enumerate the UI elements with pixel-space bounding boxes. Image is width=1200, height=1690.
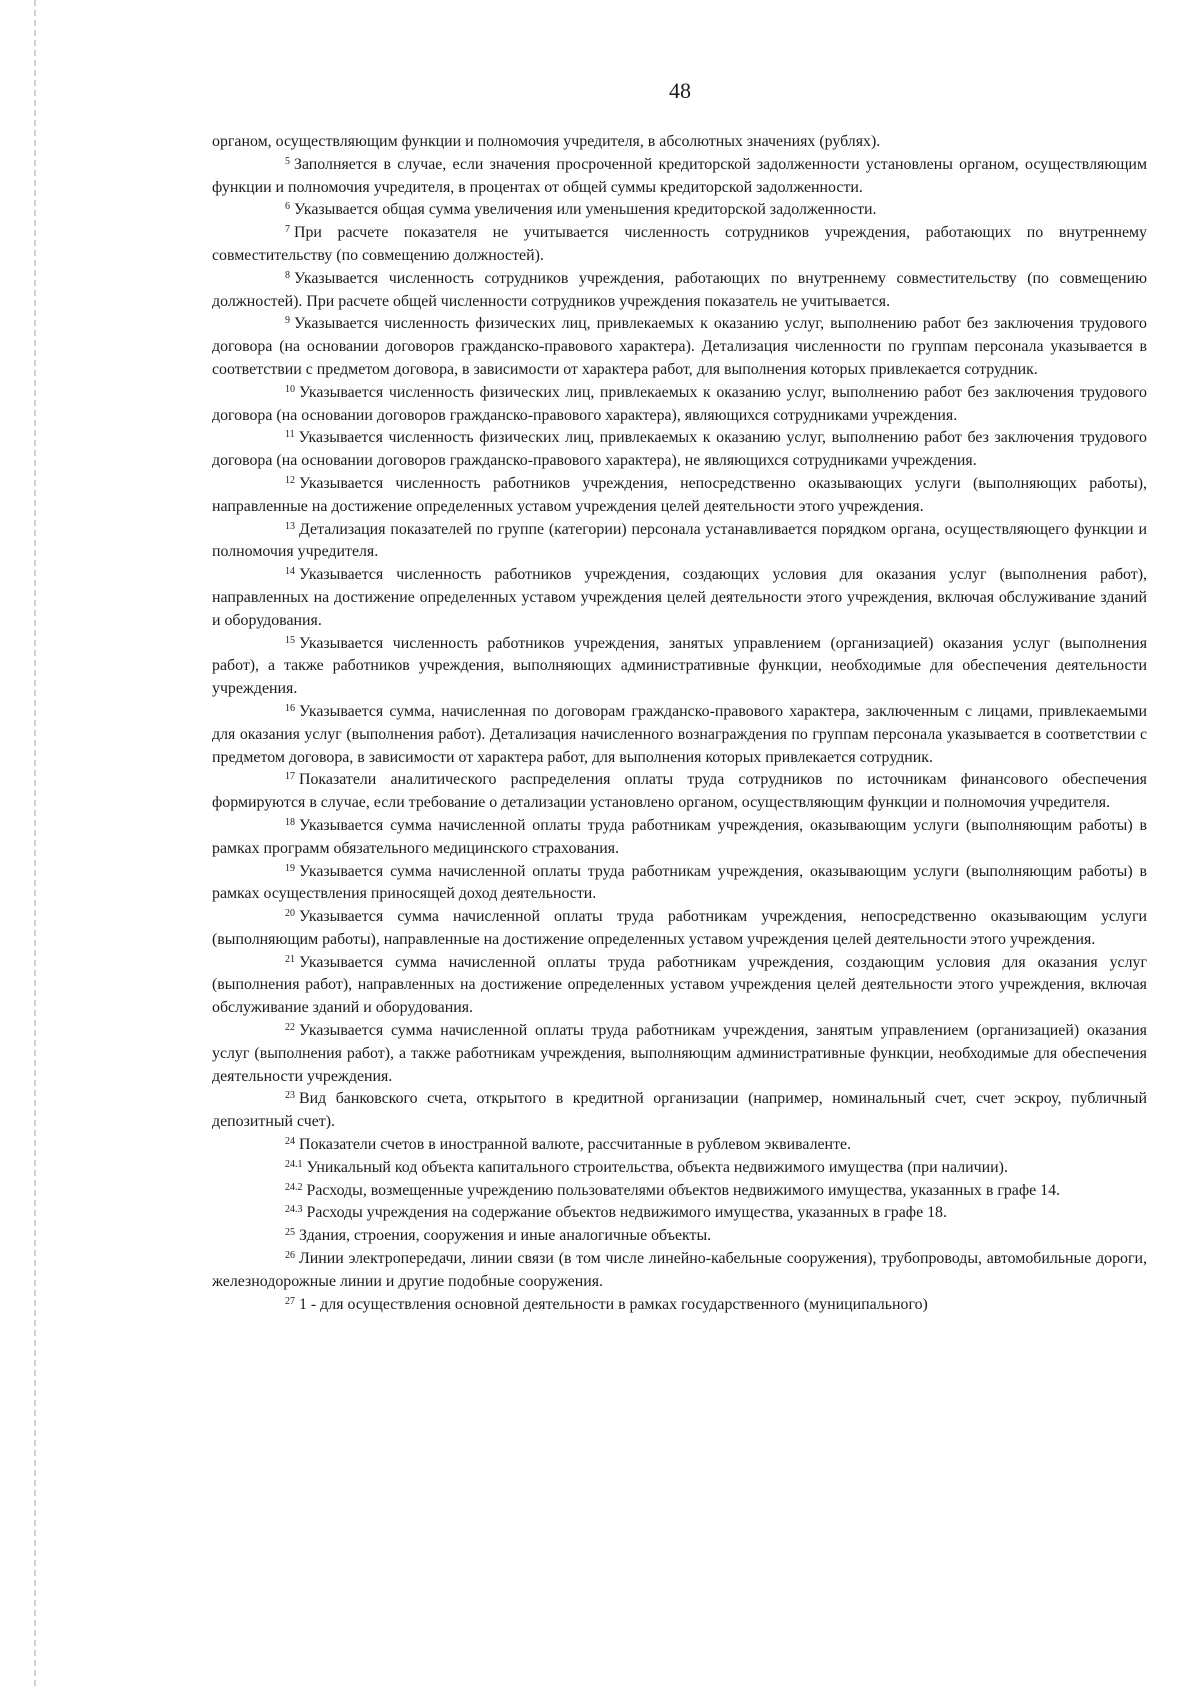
footnote-text: Указывается сумма начисленной оплаты труда работникам учреждения, занятым управлением (организацией) оказания услуг (выполнения работ), а также работникам учреждения, выполняющим административные функции, необходимые для обеспечения деятельности учреждения. [212,1022,1147,1085]
footnote-text: Расходы учреждения на содержание объектов недвижимого имущества, указанных в графе 18. [306,1204,947,1222]
footnote-21 [212,952,1147,1020]
footnote-marker: 24.3 [285,1204,303,1216]
footnote-12 [212,473,1147,519]
footnote-text: Указывается сумма начисленной оплаты труда работникам учреждения, оказывающим услуги (выполняющим работы) в рамках осуществления приносящей доход деятельности. [212,862,1147,903]
footnote-marker: 13 [285,520,295,532]
footnote-marker: 9 [285,315,290,327]
footnote-text: Указывается общая сумма увеличения или уменьшения кредиторской задолженности. [294,201,877,219]
footnote-marker: 5 [285,155,290,167]
footnote-6 [212,199,1147,222]
footnote-marker: 21 [285,953,295,965]
footnote-marker: 18 [285,816,295,828]
footnote-7 [212,222,1147,268]
footnote-18 [212,815,1147,861]
footnote-text: Расходы, возмещенные учреждению пользователями объектов недвижимого имущества, указанных в графе 14. [306,1181,1061,1199]
footnote-marker: 23 [285,1090,295,1102]
footnote-14 [212,564,1147,632]
footnote-23 [212,1088,1147,1134]
footnote-text: Линии электропередачи, линии связи (в том числе линейно-кабельные сооружения), трубопроводы, автомобильные дороги, железнодорожные линии и другие подобные сооружения. [212,1250,1147,1290]
footnote-text: Указывается численность физических лиц, привлекаемых к оказанию услуг, выполнению работ без заключения трудового договора (на основании договоров гражданско-правового характера), не являющихся сотрудниками учреждения. [212,429,1147,470]
footnote-text: Указывается численность физических лиц, привлекаемых к оказанию услуг, выполнению работ без заключения трудового договора (на основании договоров гражданско-правового характера), являющихся сотрудниками учреждения. [212,383,1147,424]
footnote-marker: 20 [285,908,295,920]
footnote-17 [212,769,1147,815]
footnote-marker: 11 [285,429,295,441]
footnote-text: Указывается численность работников учреждения, создающих условия для оказания услуг (выполнения работ), направленных на достижение определенных уставом учреждения целей деятельности этого учреждения, включая обслуживание зданий и оборудования. [212,566,1147,629]
footnote-11 [212,427,1147,473]
footnote-marker: 16 [285,702,295,714]
footnote-text: Указывается численность физических лиц, привлекаемых к оказанию услуг, выполнению работ без заключения трудового договора (на основании договоров гражданско-правового характера). Детализация численности по группам персонала указывается в соответствии с предметом договора, в зависимости от характера работ, для выполнения которых привлекается сотрудник. [212,315,1147,378]
footnote-marker: 17 [285,771,295,783]
footnote-24-2 [212,1180,1147,1203]
footnote-text: Указывается численность сотрудников учреждения, работающих по внутреннему совместительству (по совмещению должностей). При расчете общей численности сотрудников учреждения показатель не учитывается. [212,269,1147,310]
footnotes-block [212,131,1147,1316]
footnote-20 [212,906,1147,952]
scan-edge-artifact [34,0,36,1690]
footnote-16 [212,701,1147,769]
footnote-marker: 27 [285,1295,295,1307]
footnote-marker: 24 [285,1136,295,1148]
footnote-24-3 [212,1202,1147,1225]
footnote-25 [212,1225,1147,1248]
footnote-text: Показатели аналитического распределения оплаты труда сотрудников по источникам финансового обеспечения формируются в случае, если требование о детализации установлено органом, осуществляющим функции и полномочия учредителя. [212,771,1147,812]
footnote-24-1 [212,1157,1147,1180]
footnote-8 [212,268,1147,314]
footnote-text: Уникальный код объекта капитального строительства, объекта недвижимого имущества (при наличии). [306,1158,1008,1176]
footnote-22 [212,1020,1147,1088]
footnote-text: При расчете показателя не учитывается численность сотрудников учреждения, работающих по внутреннему совместительству (по совмещению должностей). [212,224,1147,264]
footnote-text: Указывается сумма начисленной оплаты труда работникам учреждения, оказывающим услуги (выполняющим работы) в рамках программ обязательного медицинского страхования. [212,816,1147,857]
lead-paragraph: органом, осуществляющим функции и полномочия учредителя, в абсолютных значениях (рублях). [212,133,881,150]
footnote-text: Здания, строения, сооружения и иные аналогичные объекты. [299,1227,712,1245]
footnote-text: Заполняется в случае, если значения просроченной кредиторской задолженности установлены органом, осуществляющим функции и полномочия учредителя, в процентах от общей суммы кредиторской задолженности. [212,155,1147,196]
footnote-marker: 12 [285,474,295,486]
footnote-13 [212,519,1147,565]
footnote-text: Указывается сумма, начисленная по договорам гражданско-правового характера, заключенным с лицами, привлекаемыми для оказания услуг (выполнения работ). Детализация начисленного вознаграждения по группам персонала указывается в соответствии с предметом договора, в зависимости от характера работ, для выполнения которых привлекается сотрудник. [212,702,1147,766]
footnote-text: Указывается численность работников учреждения, занятых управлением (организацией) оказания услуг (выполнения работ), а также работников учреждения, выполняющих административные функции, необходимые для обеспечения деятельности учреждения. [212,634,1147,698]
footnote-text: Вид банковского счета, открытого в кредитной организации (например, номинальный счет, счет эскроу, публичный депозитный счет). [212,1090,1147,1131]
footnote-marker: 6 [285,201,290,213]
footnote-marker: 7 [285,224,290,236]
footnote-marker: 24.2 [285,1181,303,1193]
footnote-text: Указывается численность работников учреждения, непосредственно оказывающих услуги (выполняющих работы), направленные на достижение определенных уставом учреждения целей деятельности этого учреждения. [212,474,1147,515]
footnote-marker: 10 [285,383,295,395]
footnote-text: Указывается сумма начисленной оплаты труда работникам учреждения, непосредственно оказывающим услуги (выполняющим работы), направленные на достижение определенных уставом учреждения целей деятельности этого учреждения. [212,908,1147,948]
footnote-marker: 22 [285,1022,295,1034]
footnote-marker: 8 [285,269,290,281]
footnote-15 [212,633,1147,701]
footnote-text: Показатели счетов в иностранной валюте, рассчитанные в рублевом эквиваленте. [299,1136,852,1154]
footnote-marker: 25 [285,1227,295,1239]
footnote-5 [212,154,1147,200]
footnote-marker: 15 [285,634,295,646]
footnote-marker: 14 [285,566,295,578]
footnote-marker: 26 [285,1250,295,1262]
footnote-26 [212,1248,1147,1294]
page-number-text: 48 [669,78,691,103]
page-number [0,78,1200,104]
footnote-marker: 19 [285,862,295,874]
footnote-9 [212,313,1147,381]
footnote-27 [212,1294,1147,1317]
footnote-text: Детализация показателей по группе (категории) персонала устанавливается порядком органа, осуществляющего функции и полномочия учредителя. [212,520,1147,561]
footnote-text: Указывается сумма начисленной оплаты труда работникам учреждения, создающим условия для оказания услуг (выполнения работ), направленных на достижение определенных уставом учреждения целей деятельности этого учреждения, включая обслуживание зданий и оборудования. [212,953,1147,1017]
footnote-10 [212,382,1147,428]
footnote-24 [212,1134,1147,1157]
footnote-text: 1 - для осуществления основной деятельности в рамках государственного (муниципального) [299,1295,928,1313]
footnote-19 [212,861,1147,907]
footnote-marker: 24.1 [285,1158,303,1170]
